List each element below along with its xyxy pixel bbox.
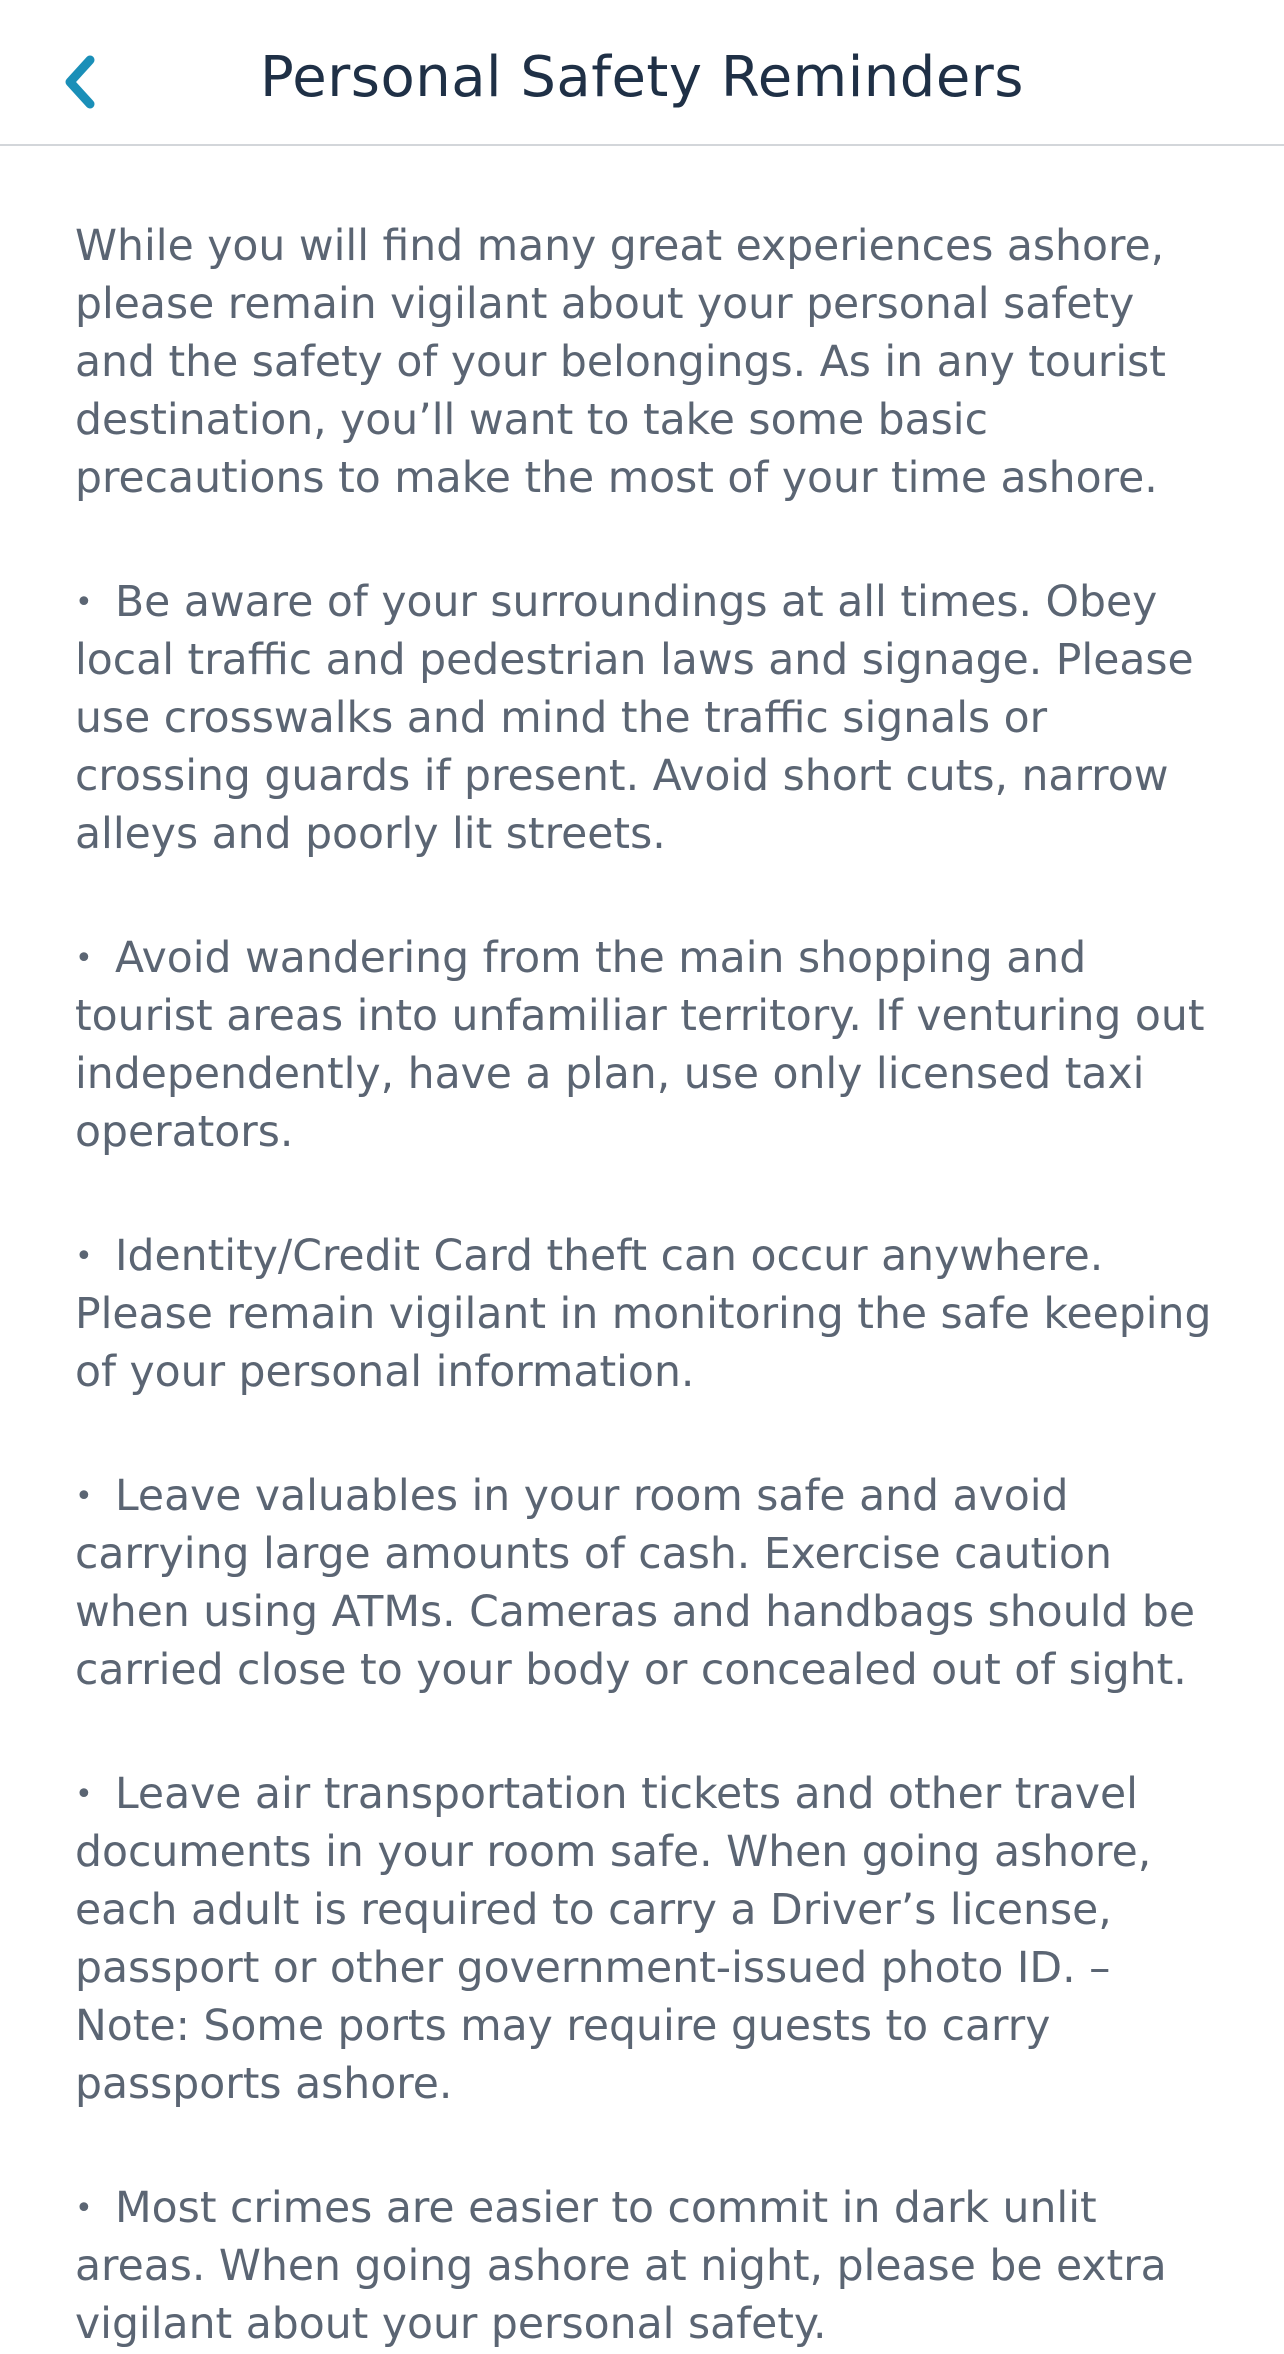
page-title: Personal Safety Reminders (260, 45, 1024, 110)
nav-header (0, 0, 1284, 146)
bullet-dot: • (75, 585, 93, 620)
bullet-dot: • (75, 1239, 93, 1274)
bullet-dot: • (75, 941, 93, 976)
intro-paragraph: While you will find many great experiences ashore, please remain vigilant about your personal safety and the safety of your belongings. As in any tourist destination, you’ll want to take some basic precautions to make the most of your time ashore. (75, 222, 1166, 503)
bullet-item (75, 2180, 1212, 2354)
bullet-text: Most crimes are easier to commit in dark unlit areas. When going ashore at night, please be extra vigilant about your personal safety. (75, 2184, 1167, 2349)
bullet-item (75, 574, 1212, 864)
bullet-item (75, 1766, 1212, 2114)
bullet-text: Identity/Credit Card theft can occur anywhere. Please remain vigilant in monitoring the safe keeping of your personal information. (75, 1232, 1212, 1397)
bullet-dot: • (75, 1777, 93, 1812)
bullet-text: Leave air transportation tickets and other travel documents in your room safe. When going ashore, each adult is required to carry a Driver’s license, passport or other government-issued photo ID. – Note: Some ports may require guests to carry passports ashore. (75, 1770, 1152, 2109)
bullet-dot: • (75, 1479, 93, 1514)
safety-content (0, 146, 1284, 2354)
bullet-dot: • (75, 2191, 93, 2226)
bullet-item (75, 1468, 1212, 1700)
bullet-item (75, 930, 1212, 1162)
bullet-text: Leave valuables in your room safe and avoid carrying large amounts of cash. Exercise caution when using ATMs. Cameras and handbags should be carried close to your body or concealed out of sight. (75, 1472, 1196, 1695)
bullet-text: Be aware of your surroundings at all times. Obey local traffic and pedestrian laws and signage. Please use crosswalks and mind the traffic signals or crossing guards if present. Avoid short cuts, narrow alleys and poorly lit streets. (75, 578, 1194, 859)
bullet-text: Avoid wandering from the main shopping and tourist areas into unfamiliar territory. If venturing out independently, have a plan, use only licensed taxi operators. (75, 934, 1205, 1157)
bullet-item (75, 1228, 1212, 1402)
